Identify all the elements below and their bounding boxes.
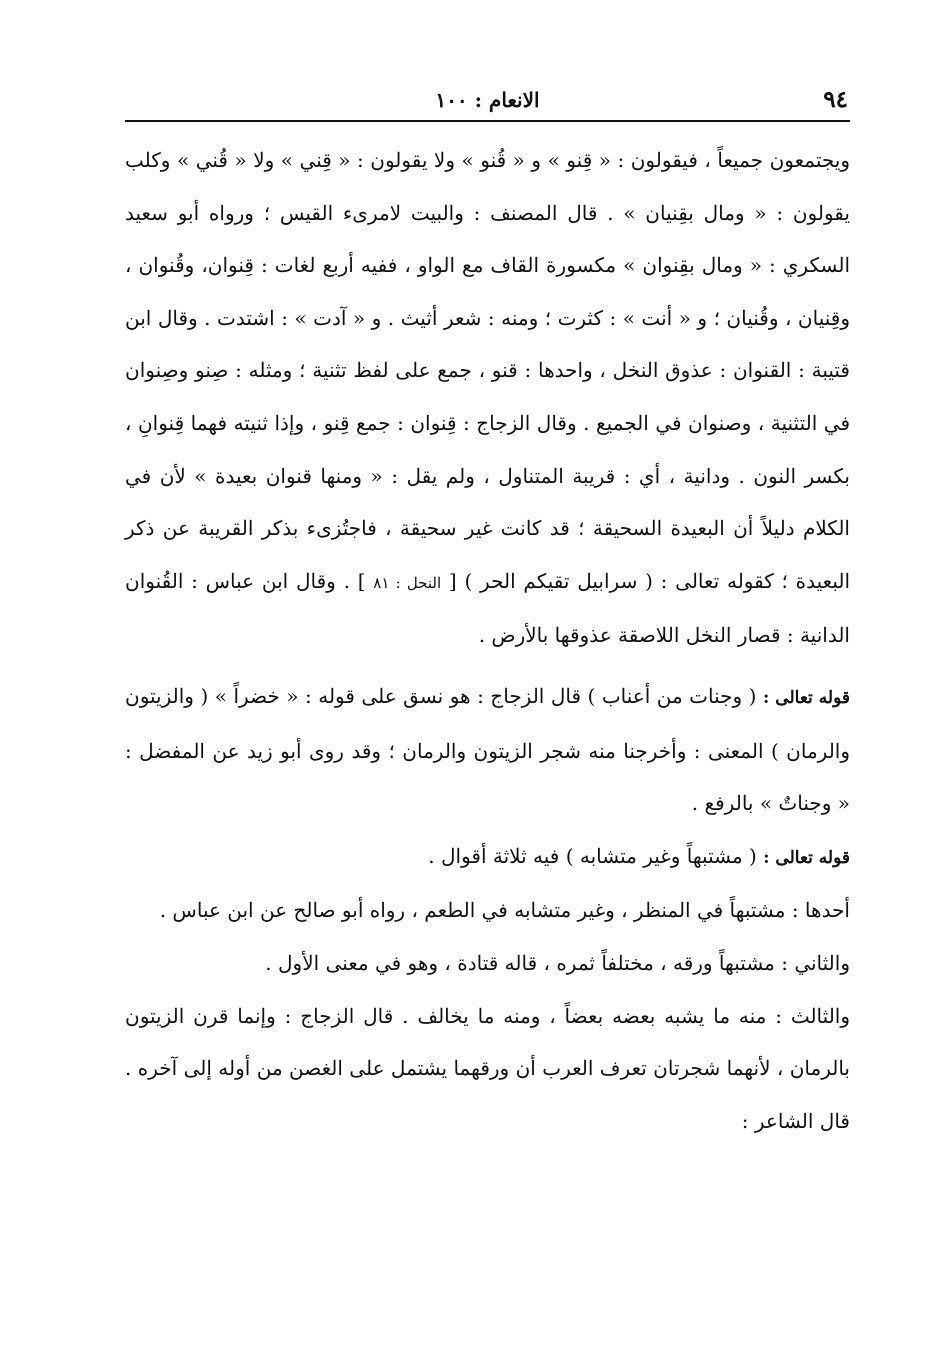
page-number: ٩٤: [823, 86, 848, 113]
paragraph-5: والثاني : مشتبهاً ورقه ، مختلفاً ثمره ، قاله قتادة ، وهو في معنى الأول .: [265, 950, 850, 975]
page-body: [125, 134, 850, 1147]
running-title: الانعام : ١٠٠: [435, 88, 540, 112]
paragraph-2: [125, 670, 850, 830]
paragraph-1-end: ] . وقال ابن عباس : القُنوان الدانية : قصار النخل اللاصقة عذوقها بالأرض .: [125, 568, 850, 648]
paragraph-3-text: ( مشتبهاً وغير متشابه ) فيه ثلاثة أقوال .: [428, 843, 757, 868]
paragraph-1: [125, 134, 850, 662]
verse-lead: قوله تعالى :: [763, 847, 850, 868]
paragraph-6: والثالث : منه ما يشبه بعضه بعضاً ، ومنه ما يخالف . قال الزجاج : وإنما قرن الزيتون بالرمان ، لأنهما شجرتان تعرف العرب أن ورقهما يشتمل على الغصن من أوله إلى آخره . قال الشاعر :: [125, 1003, 850, 1133]
paragraph-2-text: ( وجنات من أعناب ) قال الزجاج : هو نسق على قوله : « خضراً » ( والزيتون والرمان ) المعنى : وأخرجنا منه شجر الزيتون والرمان ؛ وقد روى أبو زيد عن المفضل : « وجناتٌ » بالرفع .: [125, 683, 850, 816]
quran-reference: النحل : ٨١: [373, 573, 442, 592]
paragraph-3: [125, 830, 850, 885]
page-header: [125, 80, 850, 122]
paragraph-1-text: ويجتمعون جميعاً ، فيقولون : « قِنو » و « قُنو » ولا يقولون : « قِني » ولا « قُني » وكلب يقولون : « ومال بقِنيان » . قال المصنف : والبيت لامرىء القيس ؛ ورواه أبو سعيد السكري : « ومال بقِنوان » مكسورة القاف مع الواو ، ففيه أربع لغات : قِنوان، وقُنوان ، وقِنيان ، وقُنيان ؛ و « أنت » : كثرت ؛ ومنه : شعر أثيث . و « آدت » : اشتدت . وقال ابن قتيبة : القنوان : عذوق النخل ، واحدها : قنو ، جمع على لفظ تثنية ؛ ومثله : صِنو وصِنوان في التثنية ، وصنوان في الجميع . وقال الزجاج : قِنوان : جمع قِنو ، وإذا ثنيته فهما قِنوانِ ، بكسر النون . ودانية ، أي : قريبة المتناول ، ولم يقل : « ومنها قنوان بعيدة » لأن في الكلام دليلاً أن البعيدة السحيقة ؛ قد كانت غير سحيقة ، فاجتُزىء بذكر القريبة عن ذكر البعيدة ؛ كقوله تعالى : ( سرابيل تقيكم الحر ) [: [125, 148, 851, 593]
book-page: [125, 80, 850, 1147]
paragraph-4: أحدها : مشتبهاً في المنظر ، وغير متشابه في الطعم ، رواه أبو صالح عن ابن عباس .: [159, 898, 850, 923]
verse-lead: قوله تعالى :: [762, 687, 851, 708]
